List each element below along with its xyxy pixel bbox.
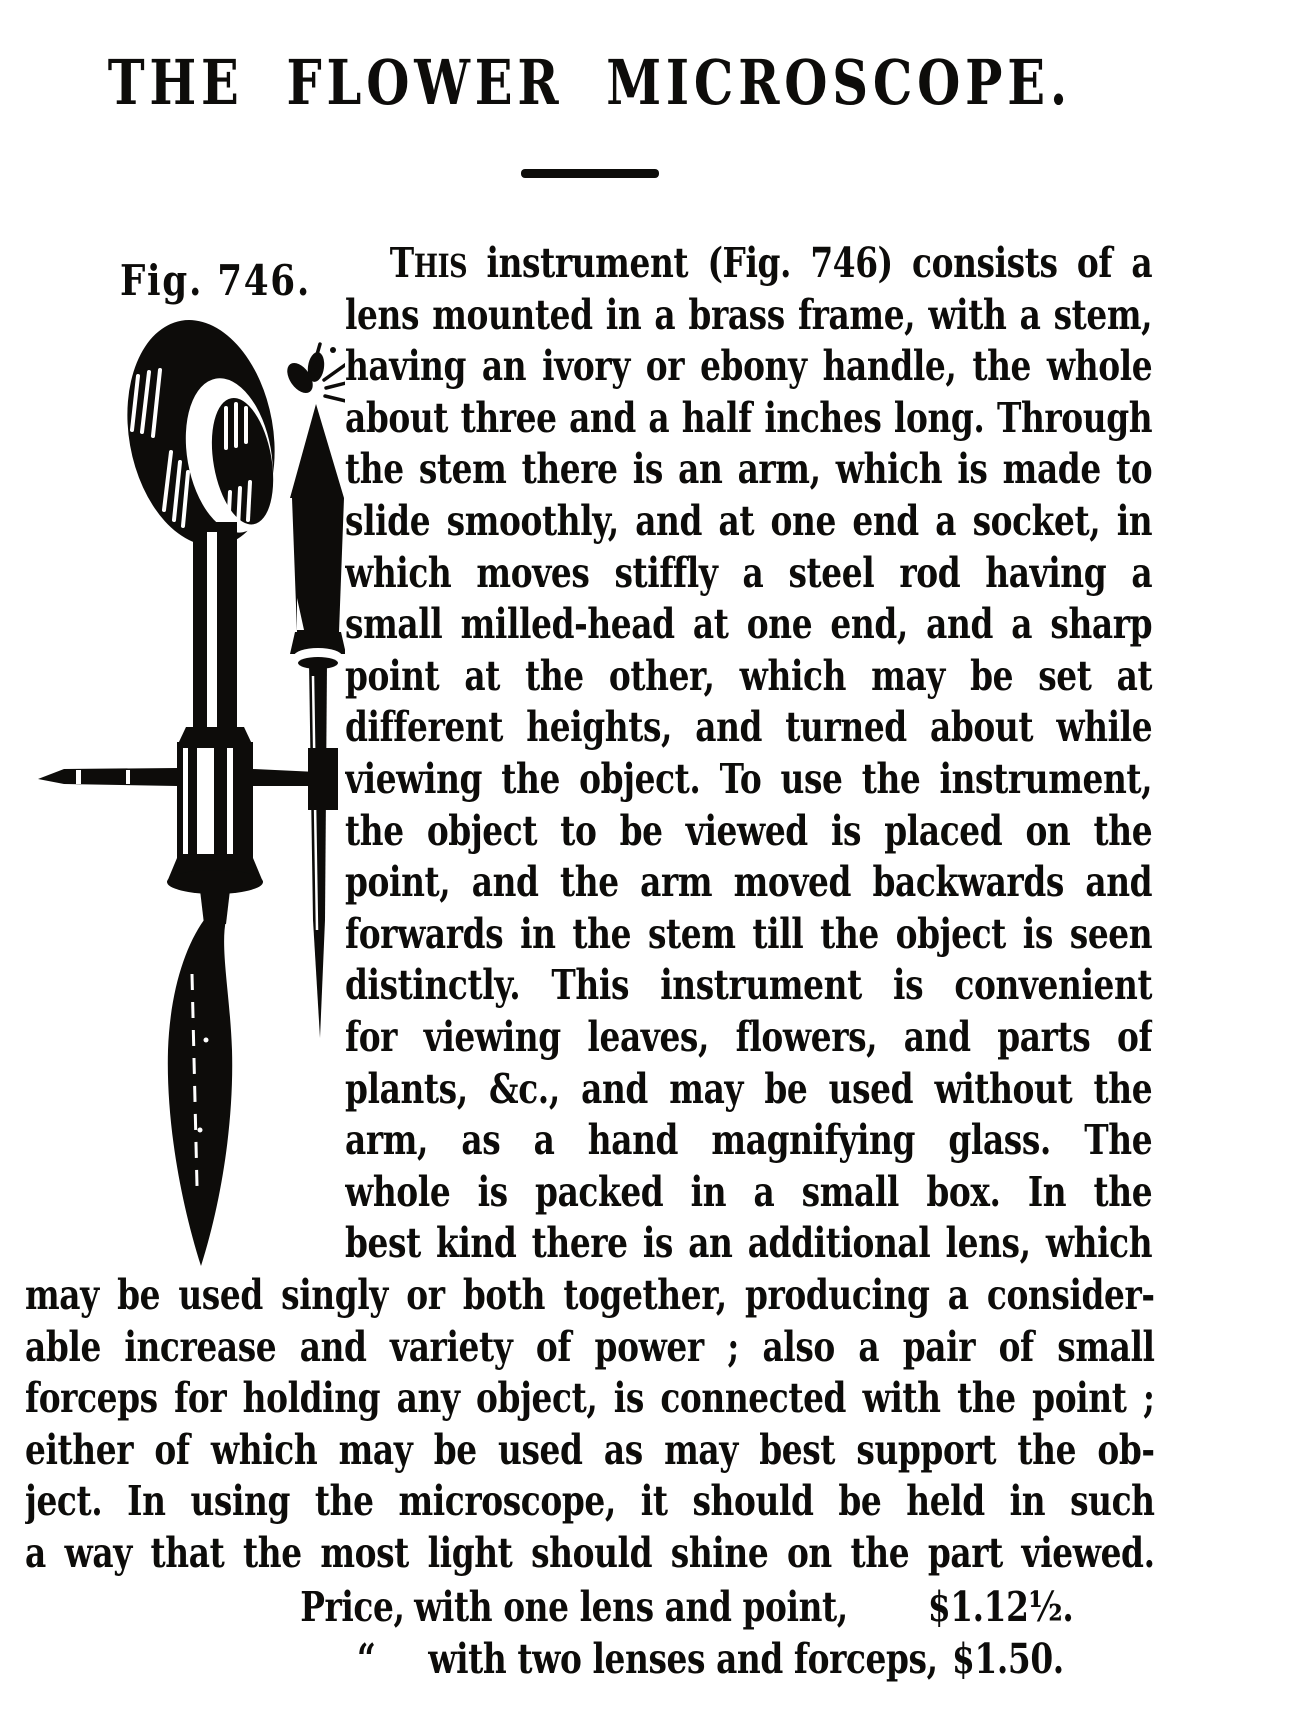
slider-cylinder [167, 727, 263, 924]
text-line: either of which may be used as may best support the ob- [25, 1425, 1155, 1474]
price-line-two-lenses [25, 1634, 1155, 1686]
arm-bracket [308, 748, 338, 810]
text-line: small milled-head at one end, and a sharp [345, 600, 1153, 649]
text-line: arm, as a hand magnifying glass. The [345, 1116, 1153, 1165]
paragraph-narrow-column [345, 238, 1152, 1270]
text-line: may be used singly or both together, producing a consider- [25, 1271, 1155, 1319]
text-line: whole is packed in a small box. In the [345, 1167, 1153, 1216]
page-title: THE FLOWER MICROSCOPE. [107, 46, 1072, 119]
text-line [345, 238, 1152, 290]
text-line: forwards in the stem till the object is seen [345, 909, 1153, 958]
point-socket [290, 404, 345, 669]
price-amount: $1.50. [952, 1634, 1064, 1683]
flower-microscope-engraving [30, 280, 345, 1270]
text-line: best kind there is an additional lens, which [345, 1219, 1153, 1268]
text-line: viewing the object. To use the instrument, [345, 754, 1153, 803]
steel-rod [308, 662, 338, 1038]
price-amount: $1.12½. [927, 1583, 1074, 1631]
text-line: having an ivory or ebony handle, the whole [345, 342, 1153, 391]
line-text: instrument (Fig. 746) consists of a [467, 239, 1153, 287]
text-line: distinctly. This instrument is convenient [345, 961, 1153, 1010]
handle [168, 920, 232, 1266]
title-divider [521, 169, 659, 178]
text-line: plants, &c., and may be used without the [345, 1064, 1153, 1113]
text-line: point, and the arm moved backwards and [345, 858, 1153, 907]
paragraph-full-width [25, 1270, 1155, 1580]
text-line: able increase and variety of power ; also a pair of small [25, 1322, 1155, 1371]
text-line: point at the other, which may be set at [345, 651, 1153, 700]
stem [193, 522, 237, 734]
figure-caption: Fig. 746. [120, 256, 311, 305]
text-line: which moves stiffly a steel rod having a [345, 548, 1153, 597]
price-description: with two lenses and forceps, [428, 1634, 938, 1683]
price-list [25, 1582, 1155, 1685]
text-line: for viewing leaves, flowers, and parts of [345, 1012, 1153, 1061]
price-line-one-lens [25, 1582, 1155, 1634]
ditto-mark: “ [357, 1634, 376, 1683]
price-label: Price, [300, 1583, 405, 1631]
text-line: the object to be viewed is placed on the [345, 806, 1153, 855]
text-line: forceps for holding any object, is connected with the point ; [25, 1374, 1155, 1423]
text-line: the stem there is an arm, which is made to [345, 445, 1153, 494]
text-line: different heights, and turned about while [345, 703, 1153, 752]
lead-word-initial: T [389, 239, 414, 287]
price-description: with one lens and point, [414, 1583, 848, 1631]
text-line: a way that the most light should shine on the part viewed. [25, 1528, 1155, 1577]
specimen-flower [282, 344, 345, 402]
lead-word-smallcaps: HIS [413, 247, 468, 285]
text-line: lens mounted in a brass frame, with a stem, [345, 290, 1153, 339]
lens [110, 308, 291, 558]
text-line: ject. In using the microscope, it should be held in such [25, 1477, 1155, 1526]
text-line: about three and a half inches long. Through [345, 393, 1153, 442]
text-line: slide smoothly, and at one end a socket, in [345, 496, 1153, 545]
